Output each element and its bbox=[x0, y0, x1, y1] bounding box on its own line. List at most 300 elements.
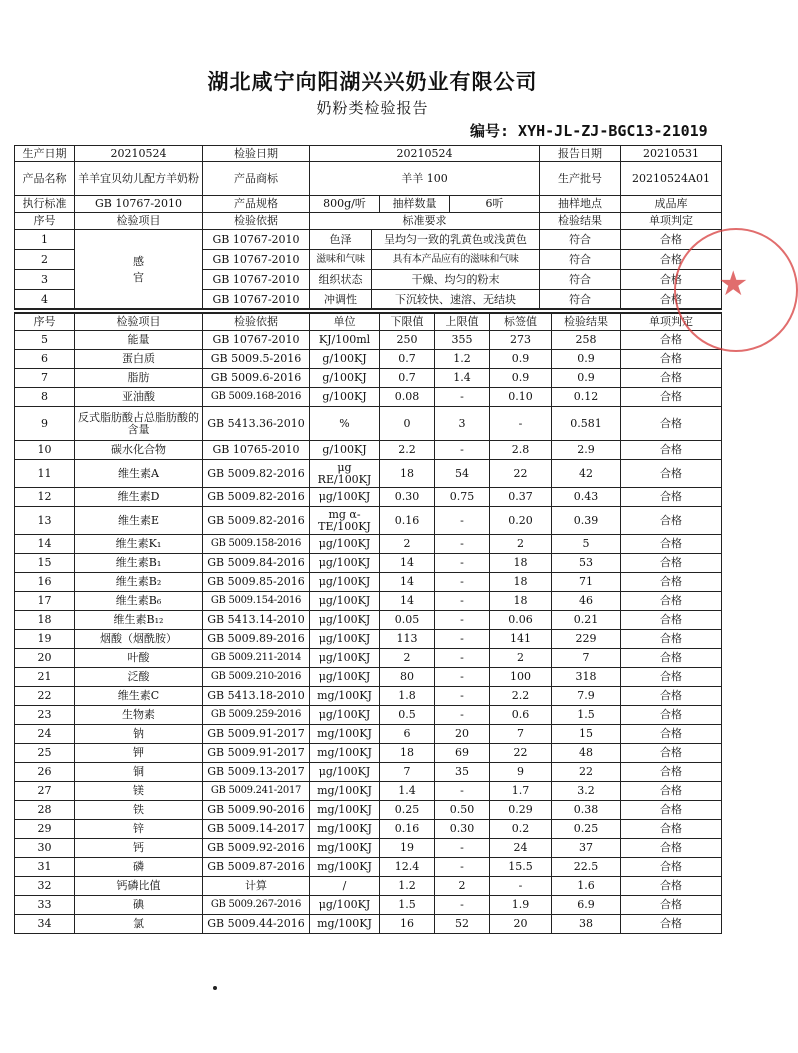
cell-high: - bbox=[435, 668, 490, 687]
cell-judge: 合格 bbox=[621, 592, 722, 611]
label-brand: 产品商标 bbox=[203, 162, 310, 196]
cell-basis: GB 5009.84-2016 bbox=[203, 554, 310, 573]
cell-result: 22.5 bbox=[552, 858, 621, 877]
cell-label: 15.5 bbox=[490, 858, 552, 877]
cell-label: 1.7 bbox=[490, 782, 552, 801]
cell-no: 19 bbox=[15, 630, 75, 649]
sensory-judge: 合格 bbox=[621, 250, 722, 270]
sensory-judge: 合格 bbox=[621, 230, 722, 250]
nutr-header-unit: 单位 bbox=[310, 313, 380, 331]
cell-item: 维生素C bbox=[75, 687, 203, 706]
table-row bbox=[15, 763, 722, 782]
cell-no: 8 bbox=[15, 388, 75, 407]
cell-no: 7 bbox=[15, 369, 75, 388]
sensory-judge: 合格 bbox=[621, 270, 722, 290]
cell-judge: 合格 bbox=[621, 744, 722, 763]
nutr-header-label: 标签值 bbox=[490, 313, 552, 331]
cell-item: 磷 bbox=[75, 858, 203, 877]
cell-judge: 合格 bbox=[621, 915, 722, 934]
cell-high: 3 bbox=[435, 407, 490, 441]
cell-item: 铁 bbox=[75, 801, 203, 820]
cell-unit: KJ/100ml bbox=[310, 331, 380, 350]
cell-basis: GB 5009.82-2016 bbox=[203, 507, 310, 535]
cell-judge: 合格 bbox=[621, 554, 722, 573]
table-row bbox=[15, 858, 722, 877]
cell-no: 32 bbox=[15, 877, 75, 896]
cell-low: 0.7 bbox=[380, 350, 435, 369]
cell-basis: GB 5009.92-2016 bbox=[203, 839, 310, 858]
table-row bbox=[15, 573, 722, 592]
sensory-result: 符合 bbox=[540, 230, 621, 250]
sensory-result: 符合 bbox=[540, 290, 621, 310]
cell-high: 0.30 bbox=[435, 820, 490, 839]
sensory-header-item: 检验项目 bbox=[75, 213, 203, 230]
cell-judge: 合格 bbox=[621, 350, 722, 369]
cell-judge: 合格 bbox=[621, 441, 722, 460]
cell-label: 0.6 bbox=[490, 706, 552, 725]
cell-high: - bbox=[435, 592, 490, 611]
cell-no: 17 bbox=[15, 592, 75, 611]
cell-basis: GB 5009.91-2017 bbox=[203, 744, 310, 763]
cell-label: 18 bbox=[490, 554, 552, 573]
table-row bbox=[15, 460, 722, 488]
cell-low: 7 bbox=[380, 763, 435, 782]
cell-high: - bbox=[435, 839, 490, 858]
cell-unit: g/100KJ bbox=[310, 388, 380, 407]
cell-basis: GB 5009.259-2016 bbox=[203, 706, 310, 725]
cell-result: 15 bbox=[552, 725, 621, 744]
sensory-basis: GB 10767-2010 bbox=[203, 230, 310, 250]
sensory-no: 3 bbox=[15, 270, 75, 290]
table-row bbox=[15, 331, 722, 350]
cell-high: - bbox=[435, 687, 490, 706]
red-seal-stamp bbox=[674, 228, 798, 352]
cell-no: 9 bbox=[15, 407, 75, 441]
cell-unit: mg/100KJ bbox=[310, 801, 380, 820]
cell-label: 24 bbox=[490, 839, 552, 858]
cell-item: 亚油酸 bbox=[75, 388, 203, 407]
cell-basis: GB 5009.211-2014 bbox=[203, 649, 310, 668]
sensory-attr: 滋味和气味 bbox=[310, 250, 372, 270]
cell-item: 铜 bbox=[75, 763, 203, 782]
cell-label: 18 bbox=[490, 573, 552, 592]
cell-low: 0.25 bbox=[380, 801, 435, 820]
cell-basis: GB 5009.85-2016 bbox=[203, 573, 310, 592]
table-row bbox=[15, 744, 722, 763]
label-production-date: 生产日期 bbox=[15, 146, 75, 162]
label-inspection-date: 检验日期 bbox=[203, 146, 310, 162]
cell-low: 250 bbox=[380, 331, 435, 350]
sensory-result: 符合 bbox=[540, 270, 621, 290]
cell-high: 54 bbox=[435, 460, 490, 488]
cell-unit: μg RE/100KJ bbox=[310, 460, 380, 488]
cell-no: 11 bbox=[15, 460, 75, 488]
cell-unit: μg/100KJ bbox=[310, 554, 380, 573]
cell-label: 0.06 bbox=[490, 611, 552, 630]
cell-result: 0.21 bbox=[552, 611, 621, 630]
cell-unit: μg/100KJ bbox=[310, 488, 380, 507]
cell-basis: GB 5413.18-2010 bbox=[203, 687, 310, 706]
cell-label: 0.20 bbox=[490, 507, 552, 535]
cell-label: 9 bbox=[490, 763, 552, 782]
cell-low: 6 bbox=[380, 725, 435, 744]
sensory-basis: GB 10767-2010 bbox=[203, 250, 310, 270]
report-code: 编号: XYH-JL-ZJ-BGC13-21019 bbox=[470, 122, 708, 140]
table-row bbox=[15, 630, 722, 649]
cell-unit: μg/100KJ bbox=[310, 896, 380, 915]
cell-unit: μg/100KJ bbox=[310, 763, 380, 782]
cell-result: 229 bbox=[552, 630, 621, 649]
cell-item: 维生素B₁₂ bbox=[75, 611, 203, 630]
table-row bbox=[15, 915, 722, 934]
cell-unit: μg/100KJ bbox=[310, 706, 380, 725]
cell-judge: 合格 bbox=[621, 535, 722, 554]
cell-no: 24 bbox=[15, 725, 75, 744]
cell-high: - bbox=[435, 573, 490, 592]
cell-judge: 合格 bbox=[621, 488, 722, 507]
table-row bbox=[15, 820, 722, 839]
cell-item: 维生素A bbox=[75, 460, 203, 488]
cell-low: 1.8 bbox=[380, 687, 435, 706]
table-row bbox=[15, 535, 722, 554]
cell-high: - bbox=[435, 896, 490, 915]
cell-judge: 合格 bbox=[621, 782, 722, 801]
cell-low: 2 bbox=[380, 649, 435, 668]
value-standard: GB 10767-2010 bbox=[75, 196, 203, 213]
cell-result: 0.39 bbox=[552, 507, 621, 535]
cell-high: 355 bbox=[435, 331, 490, 350]
cell-no: 14 bbox=[15, 535, 75, 554]
sensory-result: 符合 bbox=[540, 250, 621, 270]
label-sample-qty: 抽样数量 bbox=[380, 196, 450, 213]
nutrition-table bbox=[14, 312, 722, 934]
cell-basis: GB 10765-2010 bbox=[203, 441, 310, 460]
cell-item: 钾 bbox=[75, 744, 203, 763]
cell-judge: 合格 bbox=[621, 668, 722, 687]
cell-item: 维生素K₁ bbox=[75, 535, 203, 554]
table-row bbox=[15, 350, 722, 369]
cell-label: - bbox=[490, 877, 552, 896]
cell-unit: mg/100KJ bbox=[310, 915, 380, 934]
cell-basis: GB 5009.267-2016 bbox=[203, 896, 310, 915]
sensory-table bbox=[14, 212, 722, 310]
cell-item: 碳水化合物 bbox=[75, 441, 203, 460]
cell-low: 18 bbox=[380, 460, 435, 488]
cell-high: - bbox=[435, 649, 490, 668]
sensory-req: 下沉较快、速溶、无结块 bbox=[372, 290, 540, 310]
cell-result: 0.43 bbox=[552, 488, 621, 507]
sensory-header-req: 标准要求 bbox=[310, 213, 540, 230]
nutr-header-low: 下限值 bbox=[380, 313, 435, 331]
sensory-header-judge: 单项判定 bbox=[621, 213, 722, 230]
cell-unit: mg/100KJ bbox=[310, 744, 380, 763]
cell-no: 13 bbox=[15, 507, 75, 535]
cell-result: 0.25 bbox=[552, 820, 621, 839]
cell-high: - bbox=[435, 706, 490, 725]
value-brand: 羊羊 100 bbox=[310, 162, 540, 196]
cell-no: 34 bbox=[15, 915, 75, 934]
cell-item: 维生素E bbox=[75, 507, 203, 535]
value-batch-no: 20210524A01 bbox=[621, 162, 722, 196]
cell-result: 0.581 bbox=[552, 407, 621, 441]
cell-basis: GB 5009.82-2016 bbox=[203, 488, 310, 507]
value-production-date: 20210524 bbox=[75, 146, 203, 162]
cell-basis: GB 5009.91-2017 bbox=[203, 725, 310, 744]
cell-judge: 合格 bbox=[621, 801, 722, 820]
cell-basis: GB 5009.89-2016 bbox=[203, 630, 310, 649]
cell-no: 31 bbox=[15, 858, 75, 877]
cell-item: 生物素 bbox=[75, 706, 203, 725]
cell-result: 318 bbox=[552, 668, 621, 687]
cell-unit: % bbox=[310, 407, 380, 441]
cell-unit: mg/100KJ bbox=[310, 820, 380, 839]
cell-result: 46 bbox=[552, 592, 621, 611]
sensory-group-label bbox=[75, 230, 203, 310]
table-row bbox=[15, 388, 722, 407]
cell-unit: g/100KJ bbox=[310, 369, 380, 388]
cell-result: 71 bbox=[552, 573, 621, 592]
table-row bbox=[15, 877, 722, 896]
cell-unit: / bbox=[310, 877, 380, 896]
cell-unit: mg/100KJ bbox=[310, 839, 380, 858]
cell-unit: mg/100KJ bbox=[310, 687, 380, 706]
cell-no: 29 bbox=[15, 820, 75, 839]
cell-label: 0.10 bbox=[490, 388, 552, 407]
cell-result: 37 bbox=[552, 839, 621, 858]
cell-high: - bbox=[435, 611, 490, 630]
cell-item: 钠 bbox=[75, 725, 203, 744]
cell-basis: GB 5009.87-2016 bbox=[203, 858, 310, 877]
table-row bbox=[15, 407, 722, 441]
cell-item: 维生素D bbox=[75, 488, 203, 507]
cell-no: 27 bbox=[15, 782, 75, 801]
cell-unit: μg/100KJ bbox=[310, 535, 380, 554]
cell-high: 52 bbox=[435, 915, 490, 934]
cell-low: 0 bbox=[380, 407, 435, 441]
sensory-req: 干燥、均匀的粉末 bbox=[372, 270, 540, 290]
cell-result: 0.12 bbox=[552, 388, 621, 407]
cell-label: 0.9 bbox=[490, 350, 552, 369]
cell-label: 22 bbox=[490, 744, 552, 763]
value-product-name: 羊羊宜贝幼儿配方羊奶粉 bbox=[75, 162, 203, 196]
table-row bbox=[15, 554, 722, 573]
cell-label: 2 bbox=[490, 535, 552, 554]
cell-basis: GB 5009.44-2016 bbox=[203, 915, 310, 934]
cell-judge: 合格 bbox=[621, 877, 722, 896]
cell-no: 5 bbox=[15, 331, 75, 350]
cell-judge: 合格 bbox=[621, 507, 722, 535]
cell-result: 7 bbox=[552, 649, 621, 668]
cell-basis: GB 5009.14-2017 bbox=[203, 820, 310, 839]
table-row bbox=[15, 488, 722, 507]
cell-low: 1.4 bbox=[380, 782, 435, 801]
cell-label: 7 bbox=[490, 725, 552, 744]
cell-judge: 合格 bbox=[621, 369, 722, 388]
cell-judge: 合格 bbox=[621, 896, 722, 915]
cell-no: 18 bbox=[15, 611, 75, 630]
cell-label: 2.8 bbox=[490, 441, 552, 460]
label-batch-no: 生产批号 bbox=[540, 162, 621, 196]
cell-high: - bbox=[435, 858, 490, 877]
cell-judge: 合格 bbox=[621, 725, 722, 744]
cell-result: 38 bbox=[552, 915, 621, 934]
cell-no: 22 bbox=[15, 687, 75, 706]
cell-basis: GB 5413.36-2010 bbox=[203, 407, 310, 441]
cell-item: 镁 bbox=[75, 782, 203, 801]
cell-low: 113 bbox=[380, 630, 435, 649]
cell-high: - bbox=[435, 630, 490, 649]
cell-no: 10 bbox=[15, 441, 75, 460]
cell-result: 48 bbox=[552, 744, 621, 763]
cell-high: 20 bbox=[435, 725, 490, 744]
cell-unit: μg/100KJ bbox=[310, 611, 380, 630]
cell-basis: GB 10767-2010 bbox=[203, 331, 310, 350]
cell-low: 0.30 bbox=[380, 488, 435, 507]
cell-item: 维生素B₁ bbox=[75, 554, 203, 573]
cell-result: 1.6 bbox=[552, 877, 621, 896]
sensory-judge: 合格 bbox=[621, 290, 722, 310]
info-table bbox=[14, 145, 722, 213]
cell-unit: μg/100KJ bbox=[310, 573, 380, 592]
cell-label: 2 bbox=[490, 649, 552, 668]
cell-low: 0.08 bbox=[380, 388, 435, 407]
cell-item: 维生素B₆ bbox=[75, 592, 203, 611]
nutr-header-item: 检验项目 bbox=[75, 313, 203, 331]
cell-low: 0.5 bbox=[380, 706, 435, 725]
cell-high: - bbox=[435, 554, 490, 573]
cell-result: 0.9 bbox=[552, 369, 621, 388]
cell-result: 22 bbox=[552, 763, 621, 782]
cell-label: 1.9 bbox=[490, 896, 552, 915]
cell-unit: mg α-TE/100KJ bbox=[310, 507, 380, 535]
nutr-header-judge: 单项判定 bbox=[621, 313, 722, 331]
cell-unit: g/100KJ bbox=[310, 441, 380, 460]
sensory-no: 2 bbox=[15, 250, 75, 270]
sensory-attr: 组织状态 bbox=[310, 270, 372, 290]
cell-basis: GB 5009.90-2016 bbox=[203, 801, 310, 820]
sensory-no: 1 bbox=[15, 230, 75, 250]
cell-judge: 合格 bbox=[621, 331, 722, 350]
cell-result: 53 bbox=[552, 554, 621, 573]
cell-low: 18 bbox=[380, 744, 435, 763]
cell-label: 18 bbox=[490, 592, 552, 611]
sensory-req: 具有本产品应有的滋味和气味 bbox=[372, 250, 540, 270]
cell-result: 6.9 bbox=[552, 896, 621, 915]
table-row bbox=[15, 839, 722, 858]
cell-high: 2 bbox=[435, 877, 490, 896]
cell-unit: μg/100KJ bbox=[310, 630, 380, 649]
cell-label: 20 bbox=[490, 915, 552, 934]
cell-result: 0.38 bbox=[552, 801, 621, 820]
cell-basis: GB 5009.154-2016 bbox=[203, 592, 310, 611]
cell-result: 5 bbox=[552, 535, 621, 554]
cell-basis: GB 5009.6-2016 bbox=[203, 369, 310, 388]
cell-item: 反式脂肪酸占总脂肪酸的含量 bbox=[75, 407, 203, 441]
value-report-date: 20210531 bbox=[621, 146, 722, 162]
cell-low: 14 bbox=[380, 592, 435, 611]
sensory-basis: GB 10767-2010 bbox=[203, 270, 310, 290]
cell-basis: GB 5413.14-2010 bbox=[203, 611, 310, 630]
sensory-group-text: 感 官 bbox=[133, 254, 144, 284]
cell-label: 0.2 bbox=[490, 820, 552, 839]
cell-no: 20 bbox=[15, 649, 75, 668]
cell-low: 0.16 bbox=[380, 820, 435, 839]
cell-label: 141 bbox=[490, 630, 552, 649]
table-row bbox=[15, 611, 722, 630]
sensory-header-basis: 检验依据 bbox=[203, 213, 310, 230]
label-product-name: 产品名称 bbox=[15, 162, 75, 196]
cell-item: 泛酸 bbox=[75, 668, 203, 687]
cell-unit: μg/100KJ bbox=[310, 649, 380, 668]
company-title: 湖北咸宁向阳湖兴兴奶业有限公司 bbox=[207, 70, 538, 94]
cell-result: 42 bbox=[552, 460, 621, 488]
table-row bbox=[15, 507, 722, 535]
nutr-header-no: 序号 bbox=[15, 313, 75, 331]
sensory-basis: GB 10767-2010 bbox=[203, 290, 310, 310]
cell-no: 26 bbox=[15, 763, 75, 782]
report-subtitle: 奶粉类检验报告 bbox=[316, 99, 429, 117]
table-row bbox=[15, 801, 722, 820]
seal-star-icon: ★ bbox=[718, 264, 749, 304]
label-spec: 产品规格 bbox=[203, 196, 310, 213]
cell-label: 0.9 bbox=[490, 369, 552, 388]
nutrition-body bbox=[15, 331, 722, 934]
table-row bbox=[15, 441, 722, 460]
value-sample-place: 成品库 bbox=[621, 196, 722, 213]
sensory-header-result: 检验结果 bbox=[540, 213, 621, 230]
cell-item: 维生素B₂ bbox=[75, 573, 203, 592]
cell-no: 25 bbox=[15, 744, 75, 763]
cell-judge: 合格 bbox=[621, 763, 722, 782]
cell-low: 16 bbox=[380, 915, 435, 934]
cell-judge: 合格 bbox=[621, 858, 722, 877]
cell-item: 烟酸（烟酰胺） bbox=[75, 630, 203, 649]
cell-judge: 合格 bbox=[621, 687, 722, 706]
cell-item: 氯 bbox=[75, 915, 203, 934]
cell-low: 1.5 bbox=[380, 896, 435, 915]
cell-low: 2.2 bbox=[380, 441, 435, 460]
nutr-header-basis: 检验依据 bbox=[203, 313, 310, 331]
cell-result: 7.9 bbox=[552, 687, 621, 706]
table-row bbox=[15, 706, 722, 725]
cell-basis: GB 5009.5-2016 bbox=[203, 350, 310, 369]
cell-high: 35 bbox=[435, 763, 490, 782]
cell-high: 69 bbox=[435, 744, 490, 763]
cell-basis: GB 5009.210-2016 bbox=[203, 668, 310, 687]
table-row bbox=[15, 592, 722, 611]
cell-high: 1.4 bbox=[435, 369, 490, 388]
sensory-header-no: 序号 bbox=[15, 213, 75, 230]
cell-low: 1.2 bbox=[380, 877, 435, 896]
cell-label: 100 bbox=[490, 668, 552, 687]
label-sample-place: 抽样地点 bbox=[540, 196, 621, 213]
cell-judge: 合格 bbox=[621, 460, 722, 488]
ink-dot bbox=[213, 986, 217, 990]
cell-result: 3.2 bbox=[552, 782, 621, 801]
cell-judge: 合格 bbox=[621, 706, 722, 725]
cell-item: 碘 bbox=[75, 896, 203, 915]
cell-item: 能量 bbox=[75, 331, 203, 350]
cell-low: 14 bbox=[380, 554, 435, 573]
sensory-attr: 冲调性 bbox=[310, 290, 372, 310]
nutr-header-result: 检验结果 bbox=[552, 313, 621, 331]
cell-item: 蛋白质 bbox=[75, 350, 203, 369]
cell-label: 0.37 bbox=[490, 488, 552, 507]
cell-low: 80 bbox=[380, 668, 435, 687]
cell-no: 30 bbox=[15, 839, 75, 858]
cell-no: 6 bbox=[15, 350, 75, 369]
cell-high: - bbox=[435, 441, 490, 460]
